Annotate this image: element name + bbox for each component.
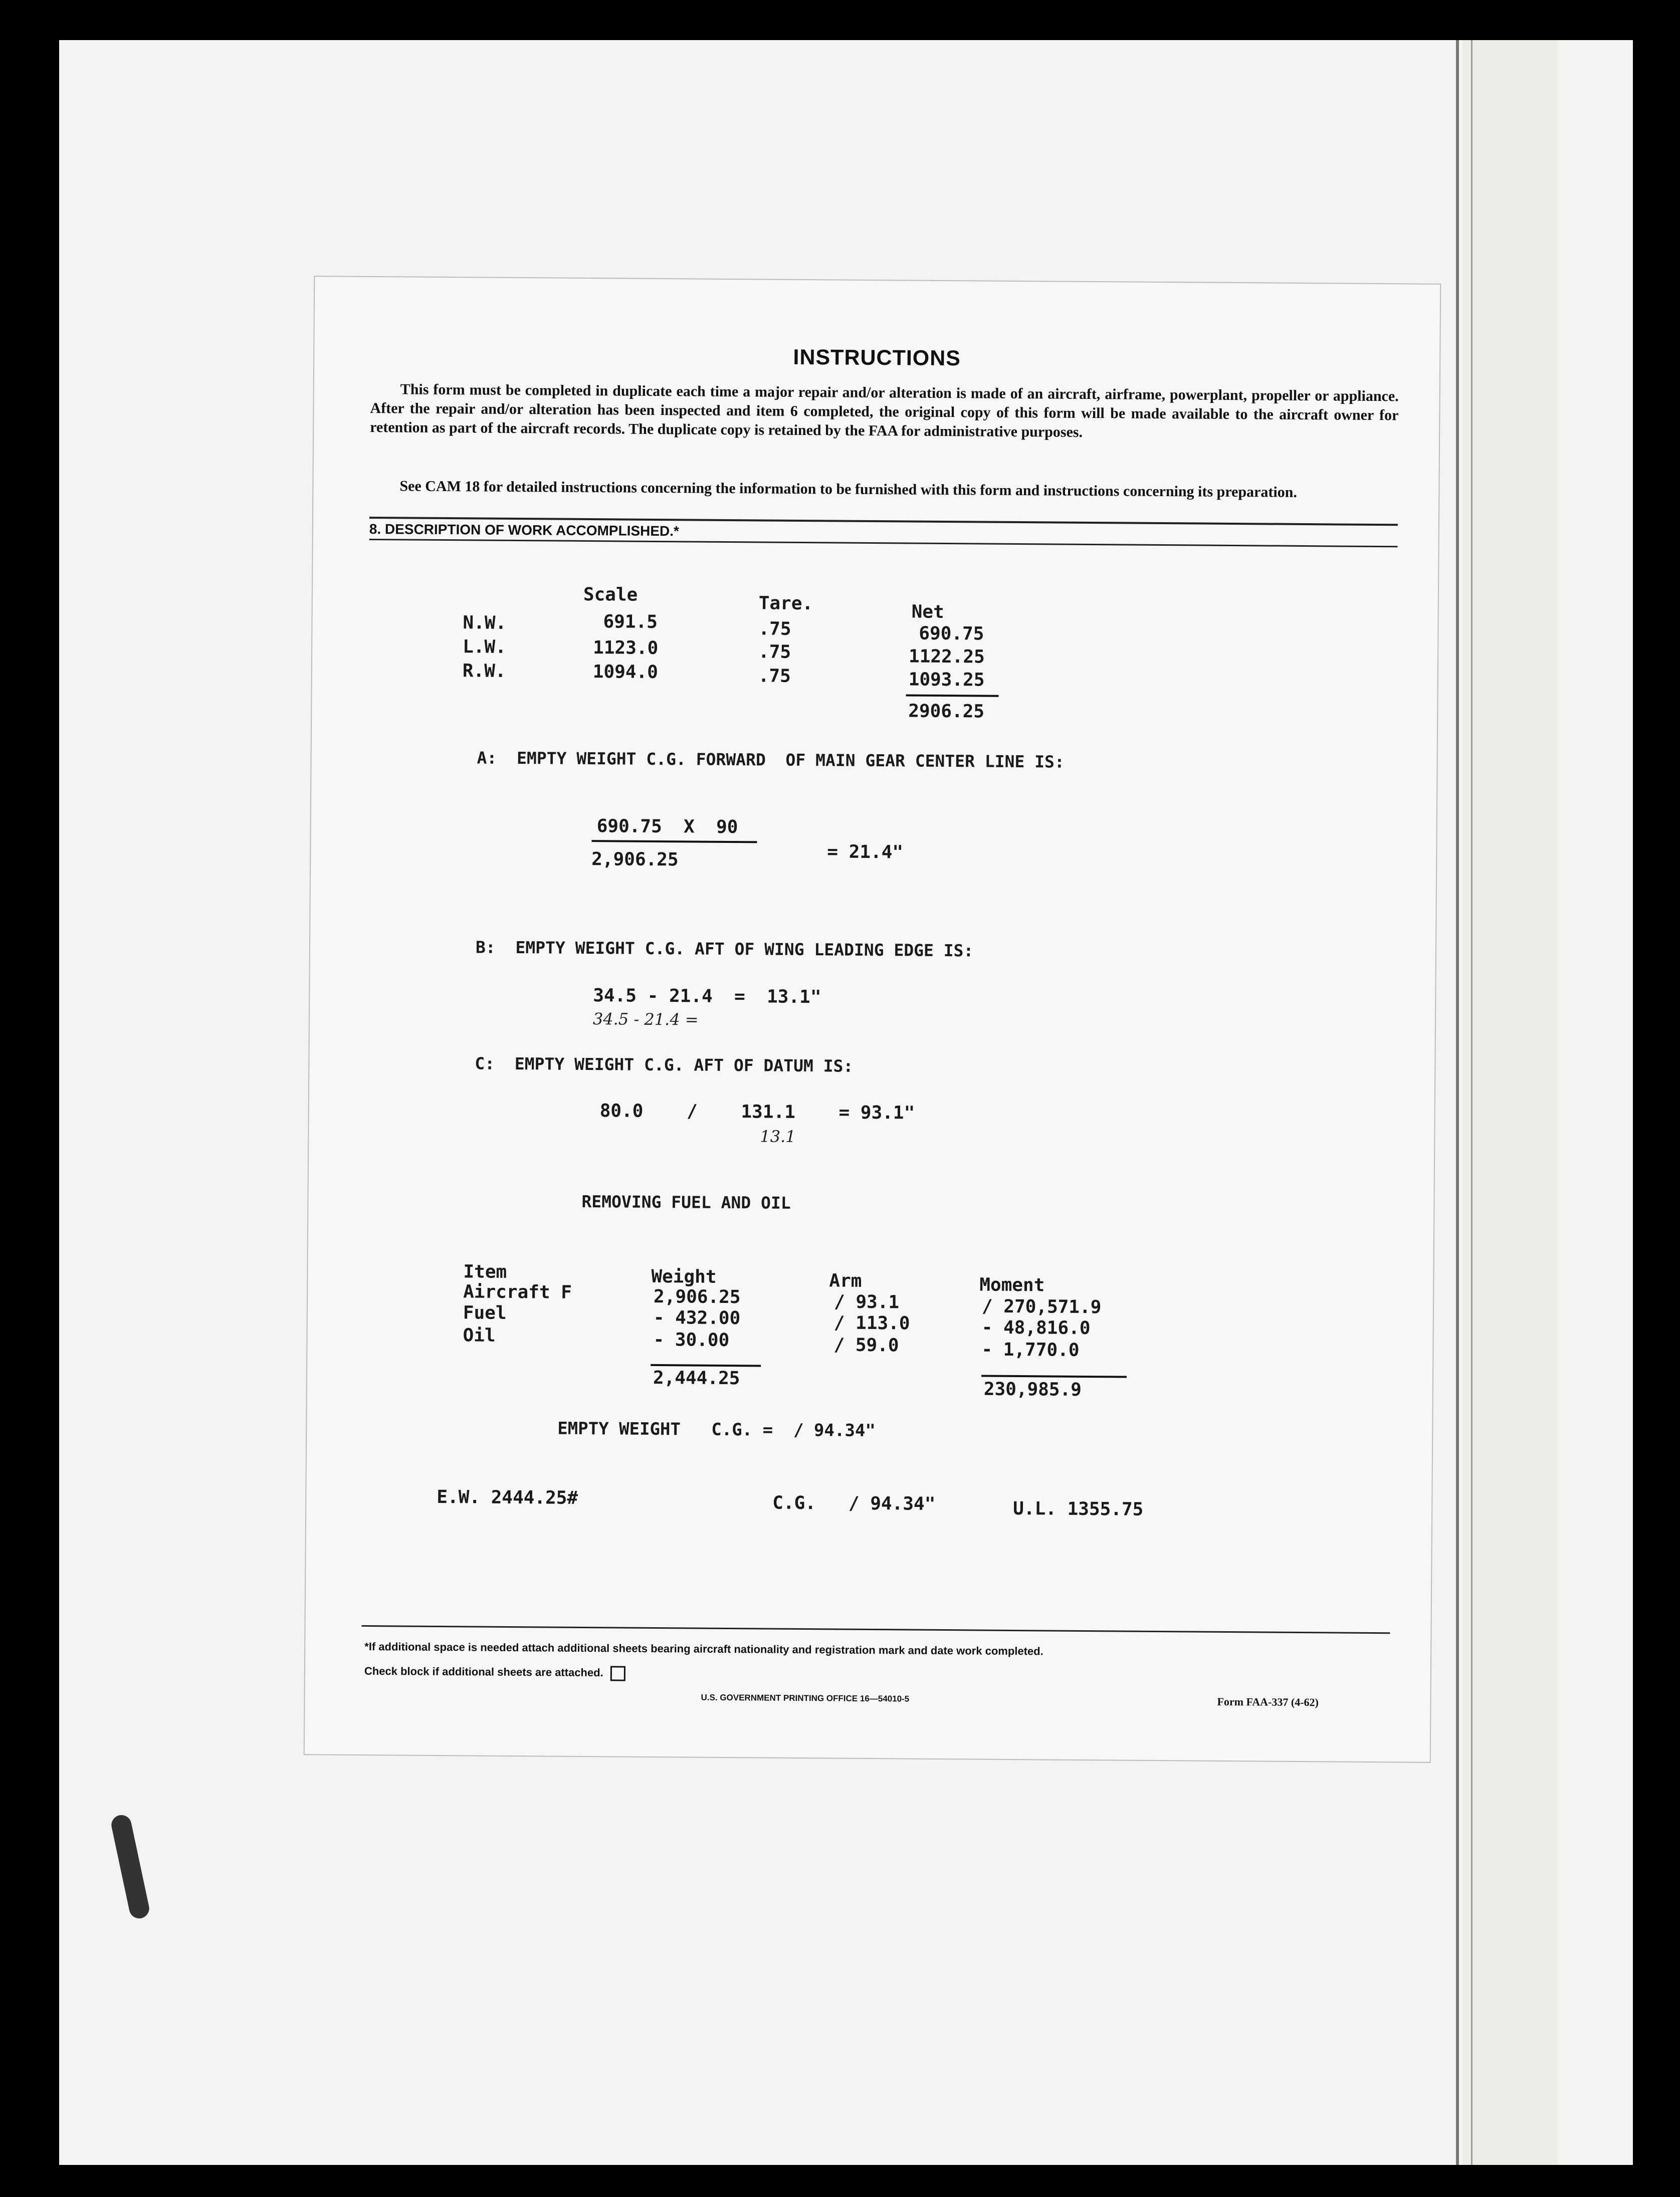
row-label: R.W. <box>462 661 506 682</box>
row-arm: / 93.1 <box>833 1291 900 1313</box>
form-page <box>305 277 1440 1762</box>
instructions-paragraph-1: This form must be completed in duplicate each time a major repair and/or alteration is made of an aircraft, airframe, powerplant, propeller or appliance. After the repair and/or alteration has been inspected and item 6 completed, the original copy of this form will be made available to the aircraft owner for retention as part of the aircraft records. The duplicate copy is retained by the FAA for administrative purposes. <box>370 381 1399 441</box>
section-rule-bottom <box>369 539 1398 547</box>
row-scale: 1094.0 <box>592 662 659 683</box>
row-net: 690.75 <box>919 623 984 644</box>
summary-useful-load: U.L. 1355.75 <box>1013 1498 1144 1520</box>
row-item: Aircraft F <box>463 1281 572 1303</box>
calc-b-title: B: EMPTY WEIGHT C.G. AFT OF WING LEADING EDGE IS: <box>475 937 974 961</box>
weights-total: 2906.25 <box>908 701 985 722</box>
header-scale: Scale <box>583 584 638 605</box>
additional-sheets-checkbox[interactable] <box>610 1666 625 1681</box>
row-net: 1093.25 <box>908 669 985 691</box>
calc-a-title: A: EMPTY WEIGHT C.G. FORWARD OF MAIN GEAR CENTER LINE IS: <box>477 748 1065 772</box>
calc-c-title: C: EMPTY WEIGHT C.G. AFT OF DATUM IS: <box>475 1053 854 1076</box>
header-item: Item <box>463 1261 507 1282</box>
page-edge-strip <box>1462 40 1558 2165</box>
empty-weight-cg-line: EMPTY WEIGHT C.G. = / 94.34" <box>557 1418 876 1441</box>
row-net: 1122.25 <box>908 646 985 668</box>
section-8-title: 8. DESCRIPTION OF WORK ACCOMPLISHED.* <box>369 521 680 539</box>
row-scale: 1123.0 <box>593 637 659 658</box>
calc-b-handwritten: 34.5 - 21.4 = <box>592 1009 699 1029</box>
footer-check-row <box>364 1664 625 1681</box>
removing-total-moment: 230,985.9 <box>983 1379 1082 1400</box>
instructions-heading: INSTRUCTIONS <box>793 345 961 371</box>
instructions-paragraph-2: See CAM 18 for detailed instructions concerning the information to be furnished with this form and instructions concerning its preparation. <box>399 478 1298 501</box>
footer-rule <box>362 1625 1390 1634</box>
removing-title: REMOVING FUEL AND OIL <box>581 1191 791 1213</box>
weight-total-rule <box>651 1364 761 1367</box>
header-net: Net <box>911 601 944 622</box>
removing-total-weight: 2,444.25 <box>653 1367 740 1389</box>
row-arm: / 113.0 <box>833 1312 910 1334</box>
header-weight: Weight <box>651 1266 717 1287</box>
row-weight: - 432.00 <box>653 1307 741 1329</box>
frame-divider-2 <box>1471 40 1473 2165</box>
summary-empty-weight: E.W. 2444.25# <box>437 1486 578 1508</box>
row-tare: .75 <box>758 641 791 663</box>
calc-c-expression: 80.0 / 131.1 = 93.1" <box>599 1101 915 1124</box>
frame-divider <box>1456 40 1459 2165</box>
calc-a-result: = 21.4" <box>827 841 904 863</box>
row-weight: - 30.00 <box>653 1329 730 1351</box>
total-rule <box>906 694 999 697</box>
row-moment: / 270,571.9 <box>981 1296 1102 1318</box>
calc-a-fraction-bar <box>591 840 757 843</box>
calc-a-denominator: 2,906.25 <box>591 849 679 870</box>
row-tare: .75 <box>758 618 791 639</box>
header-moment: Moment <box>979 1274 1045 1296</box>
row-arm: / 59.0 <box>833 1335 899 1356</box>
row-label: N.W. <box>463 612 507 633</box>
footer-check-label: Check block if additional sheets are attached. <box>364 1664 603 1679</box>
calc-c-handwritten: 13.1 <box>760 1127 796 1146</box>
row-scale: 691.5 <box>603 611 658 632</box>
row-item: Fuel <box>463 1302 507 1324</box>
header-arm: Arm <box>829 1270 862 1291</box>
header-tare: Tare. <box>758 593 813 614</box>
calc-b-expression: 34.5 - 21.4 = 13.1" <box>593 985 821 1008</box>
row-item: Oil <box>463 1325 496 1346</box>
summary-cg: C.G. / 94.34" <box>772 1492 936 1514</box>
row-tare: .75 <box>758 666 791 687</box>
row-moment: - 48,816.0 <box>981 1317 1091 1339</box>
footer-note: *If additional space is needed attach additional sheets bearing aircraft nationality and registration mark and date work completed. <box>364 1640 1043 1658</box>
calc-a-numerator: 690.75 X 90 <box>596 816 738 838</box>
row-label: L.W. <box>463 636 507 657</box>
row-weight: 2,906.25 <box>653 1286 741 1308</box>
printer-imprint: U.S. GOVERNMENT PRINTING OFFICE 16—54010-5 <box>701 1692 910 1704</box>
moment-total-rule <box>981 1375 1127 1378</box>
form-number: Form FAA-337 (4-62) <box>1217 1695 1319 1709</box>
row-moment: - 1,770.0 <box>981 1339 1080 1361</box>
